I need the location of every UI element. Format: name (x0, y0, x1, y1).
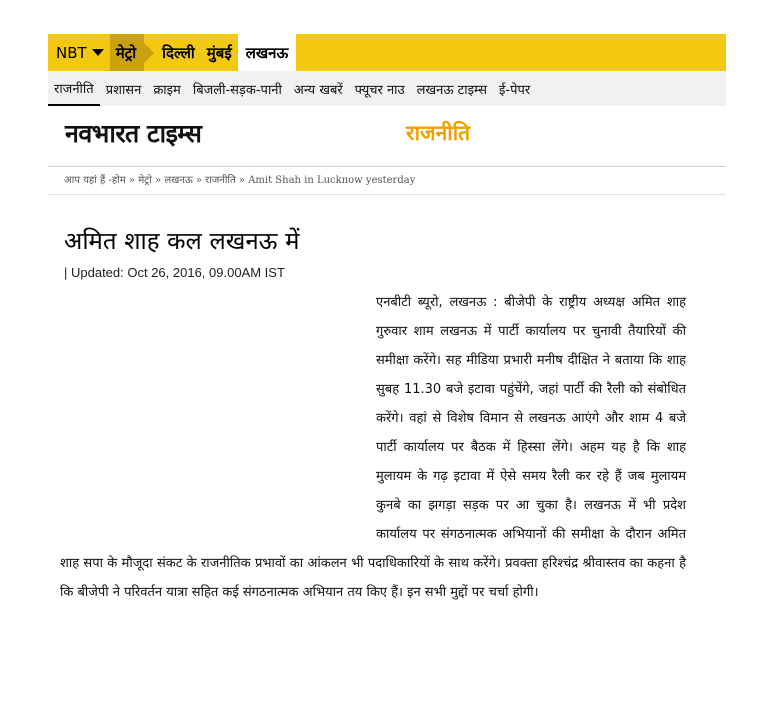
top-city-bar (48, 34, 726, 71)
breadcrumb-separator: » (151, 175, 165, 186)
breadcrumb-metro[interactable]: मेट्रो (138, 175, 152, 186)
image-placeholder (60, 288, 376, 549)
nav-item-administration[interactable]: प्रशासन (105, 82, 142, 98)
nbt-label: NBT (56, 43, 87, 62)
article-body-text: एनबीटी ब्यूरो, लखनऊ : बीजेपी के राष्ट्रीय अध्यक्ष अमित शाह गुरुवार शाम लखनऊ में पार्टी कार्यालय पर चुनावी तैयारियों की समीक्षा करेंगे। सह मीडिया प्रभारी मनीष दीक्षित ने बताया कि शाह सुबह 11.30 बजे इटावा पहुंचेंगे, जहां पार्टी की रैली को संबोधित करेंगे। वहां से विशेष विमान से लखनऊ आएंगे और शाम 4 बजे पार्टी कार्यालय पर बैठक में हिस्सा लेंगे। अहम यह है कि शाह मुलायम के गढ़ इटावा में ऐसे समय रैली कर रहे हैं जब मुलायम कुनबे का झगड़ा सड़क पर आ चुका है। लखनऊ में भी प्रदेश कार्यालय पर संगठनात्मक अभियानों की समीक्षा के दौरान अमित शाह सपा के मौजूदा संकट के राजनीतिक प्रभावों का आंकलन भी पदाधिकारियों के साथ करेंगे। प्रवक्ता हरिश्चंद्र श्रीवास्तव का कहना है कि बीजेपी ने परिवर्तन यात्रा सहित कई संगठनात्मक अभियान तय किए हैं। इन सभी मुद्दों पर चर्चा होगी। (60, 295, 686, 600)
city-tab-mumbai[interactable]: मुंबई (206, 43, 232, 62)
city-tab-lucknow[interactable]: लखनऊ (238, 34, 297, 71)
breadcrumb-separator: » (192, 175, 206, 186)
article-headline: अमित शाह कल लखनऊ में (64, 227, 300, 255)
site-logo[interactable]: नवभारत टाइम्स (65, 119, 202, 148)
city-tab-delhi[interactable]: दिल्ली (162, 43, 195, 62)
breadcrumb-current: Amit Shah in Lucknow yesterday (248, 175, 416, 186)
article-body (60, 288, 686, 607)
nav-item-other-news[interactable]: अन्य खबरें (293, 82, 343, 98)
breadcrumb-lucknow[interactable]: लखनऊ (164, 175, 193, 186)
masthead (48, 106, 726, 166)
nav-item-future-now[interactable]: फ्यूचर नाउ (354, 82, 405, 98)
nbt-menu-button[interactable] (48, 34, 110, 71)
breadcrumb-politics[interactable]: राजनीति (205, 175, 236, 186)
nav-item-lucknow-times[interactable]: लखनऊ टाइम्स (416, 82, 487, 98)
breadcrumb (64, 172, 415, 186)
city-tab-metro[interactable]: मेट्रो (110, 34, 144, 71)
section-title: राजनीति (406, 121, 471, 145)
nav-item-epaper[interactable]: ई-पेपर (499, 82, 531, 98)
breadcrumb-home[interactable]: होम (111, 175, 126, 186)
nav-item-crime[interactable]: क्राइम (153, 82, 181, 98)
breadcrumb-separator: » (235, 175, 249, 186)
nav-item-politics[interactable]: राजनीति (48, 71, 100, 106)
caret-down-icon (92, 49, 104, 56)
divider (48, 194, 726, 195)
breadcrumb-prefix: आप यहां हैं - (64, 175, 112, 186)
breadcrumb-separator: » (125, 175, 139, 186)
article-updated-timestamp: | Updated: Oct 26, 2016, 09.00AM IST (64, 265, 285, 280)
divider (48, 166, 726, 167)
nav-item-civic[interactable]: बिजली-सड़क-पानी (192, 82, 282, 98)
section-nav (48, 71, 726, 106)
